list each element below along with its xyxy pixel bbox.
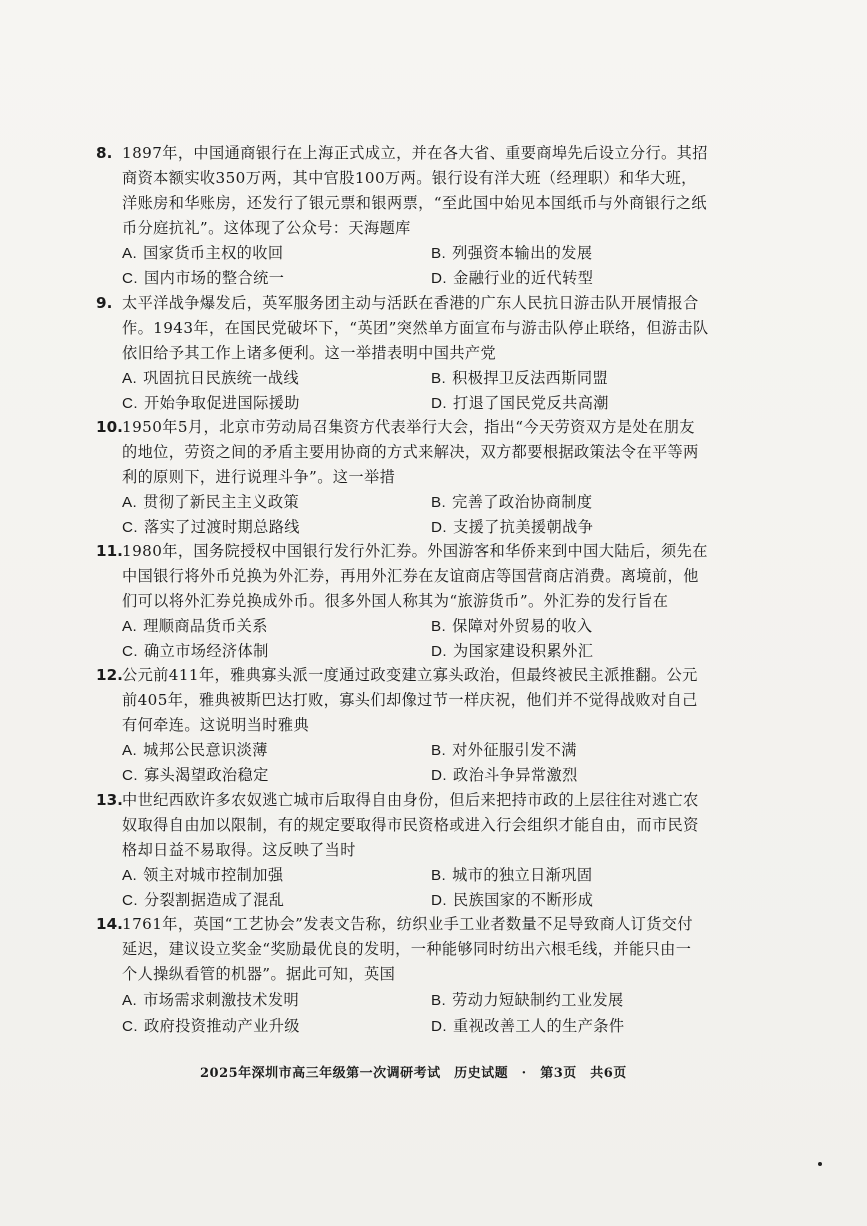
option-c[interactable]: C. 政府投资推动产业升级 (122, 1017, 300, 1035)
stem-line: 公元前411年，雅典寡头派一度通过政变建立寡头政治，但最终被民主派推翻。公元 (122, 666, 698, 684)
question-number: 13. (96, 791, 123, 809)
option-b[interactable]: B. 列强资本输出的发展 (431, 244, 593, 262)
option-a[interactable]: A. 城邦公民意识淡薄 (122, 741, 268, 759)
stem-line: 有何牵连。这说明当时雅典 (122, 716, 310, 734)
stem-line: 延迟，建议设立奖金“奖励最优良的发明，一种能够同时纺出六根毛线，并能只由一 (122, 940, 692, 958)
stem-line: 1980年，国务院授权中国银行发行外汇券。外国游客和华侨来到中国大陆后，须先在 (122, 542, 708, 560)
option-b[interactable]: B. 保障对外贸易的收入 (431, 617, 593, 635)
option-a[interactable]: A. 巩固抗日民族统一战线 (122, 369, 300, 387)
option-d[interactable]: D. 打退了国民党反共高潮 (431, 394, 609, 412)
option-c[interactable]: C. 落实了过渡时期总路线 (122, 518, 300, 536)
stem-line: 1950年5月，北京市劳动局召集资方代表举行大会，指出“今天劳资双方是处在朋友 (122, 418, 695, 436)
option-d[interactable]: D. 政治斗争异常激烈 (431, 766, 578, 784)
question-stem (122, 141, 708, 241)
option-b[interactable]: B. 对外征服引发不满 (431, 741, 577, 759)
option-b[interactable]: B. 积极捍卫反法西斯同盟 (431, 369, 609, 387)
option-d[interactable]: D. 支援了抗美援朝战争 (431, 518, 594, 536)
option-d[interactable]: D. 金融行业的近代转型 (431, 269, 594, 287)
stem-line: 商资本额实收350万两，其中官股100万两。银行设有洋大班（经理职）和华大班， (122, 169, 697, 187)
stem-line: 的地位，劳资之间的矛盾主要用协商的方式来解决，双方都要根据政策法令在平等两 (122, 443, 699, 461)
stem-line: 们可以将外汇券兑换成外币。很多外国人称其为“旅游货币”。外汇券的发行旨在 (122, 592, 669, 610)
option-a[interactable]: A. 领主对城市控制加强 (122, 866, 284, 884)
question-stem (122, 912, 702, 987)
option-b[interactable]: B. 劳动力短缺制约工业发展 (431, 991, 624, 1009)
option-c[interactable]: C. 国内市场的整合统一 (122, 269, 285, 287)
scan-speck (818, 1162, 822, 1166)
stem-line: 格却日益不易取得。这反映了当时 (122, 841, 356, 859)
stem-line: 洋账房和华账房，还发行了银元票和银两票，“至此国中始见本国纸币与外商银行之纸 (122, 194, 707, 212)
question-number: 9. (96, 294, 113, 312)
option-c[interactable]: C. 分裂割据造成了混乱 (122, 891, 285, 909)
option-d[interactable]: D. 为国家建设积累外汇 (431, 642, 594, 660)
option-c[interactable]: C. 确立市场经济体制 (122, 642, 269, 660)
question-number: 10. (96, 418, 123, 436)
stem-line: 中世纪西欧许多农奴逃亡城市后取得自由身份，但后来把持市政的上层往往对逃亡农 (122, 791, 699, 809)
option-d[interactable]: D. 重视改善工人的生产条件 (431, 1017, 625, 1035)
option-a[interactable]: A. 理顺商品货币关系 (122, 617, 268, 635)
question-stem (122, 539, 708, 614)
question-number: 11. (96, 542, 123, 560)
question-number: 12. (96, 666, 123, 684)
stem-line: 个人操纵看管的机器”。据此可知，英国 (122, 965, 396, 983)
stem-line: 奴取得自由加以限制，有的规定要取得市民资格或进入行会组织才能自由，而市民资 (122, 816, 699, 834)
stem-line: 作。1943年，在国民党破坏下，“英团”突然单方面宣布与游击队停止联络，但游击队 (122, 319, 709, 337)
question-number: 14. (96, 915, 123, 933)
stem-line: 1897年，中国通商银行在上海正式成立，并在各大省、重要商埠先后设立分行。其招 (122, 144, 708, 162)
stem-line: 前405年，雅典被斯巴达打败，寡头们却像过节一样庆祝，他们并不觉得战败对自己 (122, 691, 698, 709)
question-stem (122, 663, 702, 738)
stem-line: 太平洋战争爆发后，英军服务团主动与活跃在香港的广东人民抗日游击队开展情报合 (122, 294, 699, 312)
option-a[interactable]: A. 国家货币主权的收回 (122, 244, 284, 262)
option-b[interactable]: B. 城市的独立日渐巩固 (431, 866, 593, 884)
question-stem (122, 291, 709, 366)
stem-line: 1761年，英国“工艺协会”发表文告称，纺织业手工业者数量不足导致商人订货交付 (122, 915, 693, 933)
option-a[interactable]: A. 贯彻了新民主主义政策 (122, 493, 300, 511)
stem-line: 中国银行将外币兑换为外汇券，再用外汇券在友谊商店等国营商店消费。离境前，他 (122, 567, 699, 585)
option-b[interactable]: B. 完善了政治协商制度 (431, 493, 593, 511)
page-footer: 2025年深圳市高三年级第一次调研考试 历史试题 · 第3页 共6页 (200, 1066, 627, 1081)
option-c[interactable]: C. 寡头渴望政治稳定 (122, 766, 269, 784)
option-c[interactable]: C. 开始争取促进国际援助 (122, 394, 300, 412)
stem-line: 依旧给予其工作上诸多便利。这一举措表明中国共产党 (122, 344, 497, 362)
question-number: 8. (96, 144, 113, 162)
stem-line: 币分庭抗礼”。这体现了公众号：天海题库 (122, 219, 411, 237)
stem-line: 利的原则下，进行说理斗争”。这一举措 (122, 468, 396, 486)
option-a[interactable]: A. 市场需求刺激技术发明 (122, 991, 300, 1009)
question-stem (122, 788, 702, 863)
question-stem (122, 415, 702, 490)
option-d[interactable]: D. 民族国家的不断形成 (431, 891, 594, 909)
